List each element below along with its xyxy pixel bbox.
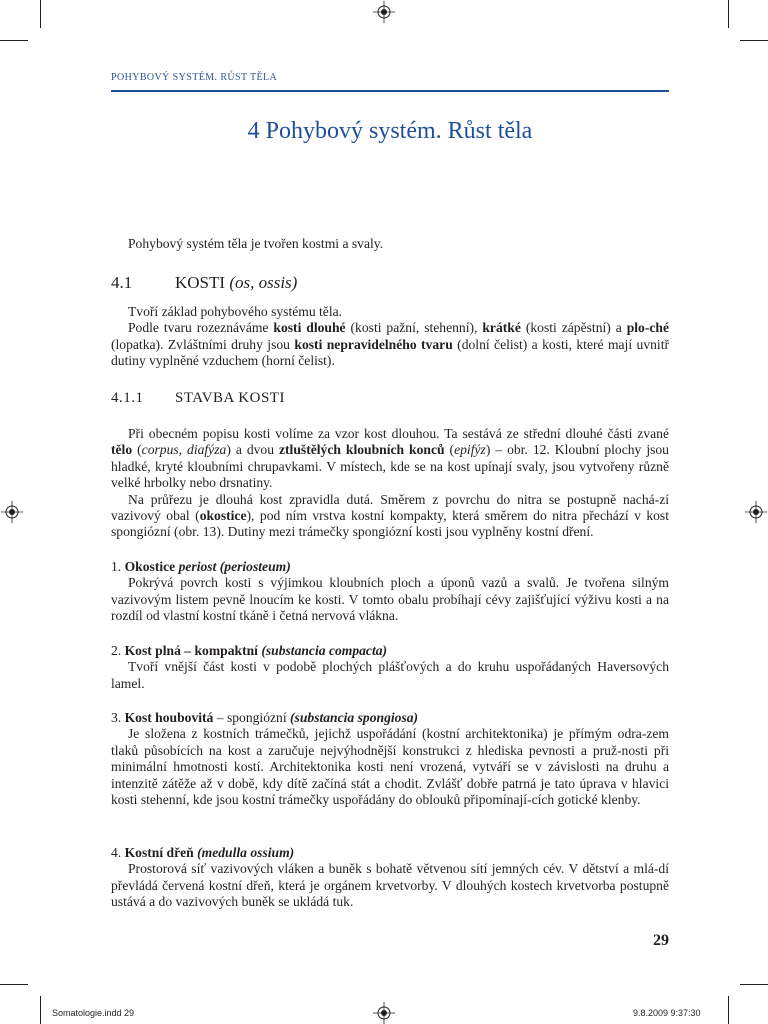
subsection-paragraph [111,426,669,492]
item-latin: (substancia compacta) [257,643,388,658]
text-run: ), pod ním vrstva kostní kompakty, která směrem do nitra přechází v kost spongiózní (obr. 13). Dutiny mezi trámečky spongiózní kosti jsou vyplněny kostní dření. [111,508,670,540]
item-term: – spongiózní [213,710,287,725]
item-term: Okostice [124,559,176,574]
item-text: Je složena z kostních trámečků, jejichž uspořádání (kostní architektonika) je přímým odra-zem tlaků působících na kost a zaručuje nejvýhodnější konstrukci z hlediska pevnosti a pruž-nosti při minimální hmotnosti kostí. Architektonika kosti není vrozená, vytváří se v závislosti na druhu a intenzitě zátěže až v době, kdy dítě začíná stát a chodit. Zvlášť dobře patrná je tato úprava v hlavici kosti stehenní, kde jsou kostní trámečky uspořádány do oblouků připomínají-cích gotické klenby. [111,726,669,808]
section-latin: (os, ossis) [229,273,298,292]
term-flat-bones: plo-ché [626,320,669,336]
section-paragraph: Tvoří základ pohybového systému těla. [128,304,343,319]
list-item [111,559,669,625]
item-number: 4. [111,845,125,860]
list-item [111,643,669,692]
crop-mark [740,984,768,985]
item-latin: (substancia spongiosa) [286,710,419,725]
registration-mark-icon [745,501,767,523]
item-heading [111,559,669,575]
text-run: Při obecném popisu kosti volíme za vzor kost dlouhou. Ta sestává ze střední dlouhé části zvané [128,426,669,441]
text-run: (dolní čelist) a kosti, které mají uvnitř dutiny vyplněné vzduchem (horní čelist). [111,336,669,369]
section-paragraph [111,320,669,369]
item-number: 3. [111,710,125,725]
term-joint-ends: ztluštělých kloubních konců [279,442,445,458]
text-run: ( [132,442,142,458]
text-run: (kosti pažní, stehenní), [345,320,483,336]
text-run: Na průřezu je dlouhá kost zpravidla dutá. Směrem z povrchu do nitra se postupně nachá-zí vazivový obal ( [111,491,669,524]
text-run: Podle tvaru rozeznáváme [128,320,274,336]
subsection-heading [111,390,285,407]
crop-mark [740,40,768,41]
item-latin: periost (periosteum) [175,559,291,574]
list-item [111,710,669,808]
item-text: Prostorová síť vazivových vláken a buněk s bohatě větvenou sítí jemných cév. V dětství a mlá-dí převládá červená kostní dřeň, která je orgánem krvetvorby. V dlouhých kostech krvetvorba postupně ustává a do vazivových buněk se ukládá tuk. [111,861,669,910]
subsection-title: STAVBA KOSTI [175,390,285,406]
item-number: 1. [111,559,125,574]
item-latin: (medulla ossium) [193,845,295,860]
item-heading [111,845,669,861]
registration-mark-icon [373,1,395,23]
item-heading [111,710,669,726]
subsection-paragraph [111,492,669,541]
item-term: Kost houbovitá [124,710,214,725]
section-number: 4.1 [111,273,133,292]
slug-filename: Somatologie.indd 29 [52,1008,135,1018]
header-rule [111,90,669,92]
term-short-bones: krátké [482,320,521,336]
slug-timestamp: 9.8.2009 9:37:30 [633,1008,701,1018]
term-irregular-bones: kosti nepravidelného tvaru [294,336,453,352]
text-run: ) a dvou [226,442,279,458]
latin-term: epifýz [454,442,486,458]
text-run: ( [444,442,455,458]
section-title: KOSTI [175,273,226,292]
registration-mark-icon [1,501,23,523]
item-text: Pokrývá povrch kosti s výjimkou kloubních ploch a úponů vazů a svalů. Je tvořena silným vazivovým listem pevně lnoucím ke kosti. V tomto obalu probíhají cévy zajišťující výživu kosti a na rozdíl od vlastní kostní tkáně i četná nervová vlákna. [111,575,669,624]
registration-mark-icon [373,1002,395,1024]
page-number: 29 [653,932,669,949]
section-body [111,304,669,370]
crop-mark [40,0,41,28]
item-text: Tvoří vnější část kosti v podobě plochých plášťových a do kruhu uspořádaných Haversových lamel. [111,659,669,691]
text-run: (lopatka). Zvláštními druhy jsou [111,336,295,352]
text-run: (kosti zápěstní) a [520,320,627,336]
text-run: ) – obr. 12. Kloubní plochy jsou hladké, kryté kloubními chrupavkami. V místech, kde se na kost upínají svaly, jsou vytvořeny různě velké hrbolky nebo drsnatiny. [111,442,669,491]
intro-paragraph [111,236,669,252]
subsection-body [111,426,669,541]
item-heading [111,643,669,659]
list-item [111,845,669,911]
item-term: Kost plná – kompaktní [124,643,258,658]
latin-term: corpus, diafýza [141,442,227,458]
term-long-bones: kosti dlouhé [273,320,346,336]
intro-text: Pohybový systém těla je tvořen kostmi a svaly. [128,236,384,251]
section-heading [111,273,297,293]
item-term: Kostní dřeň [124,845,194,860]
crop-mark [0,40,28,41]
item-number: 2. [111,643,125,658]
term-body: tělo [111,442,133,458]
chapter-title: 4 Pohybový systém. Růst těla [247,118,533,144]
crop-mark [728,996,729,1024]
crop-mark [0,984,28,985]
crop-mark [40,996,41,1024]
subsection-number: 4.1.1 [111,390,144,406]
term-periosteum: okostice [199,508,247,524]
running-head: POHYBOVÝ SYSTÉM. RŮST TĚLA [111,72,278,83]
crop-mark [728,0,729,28]
